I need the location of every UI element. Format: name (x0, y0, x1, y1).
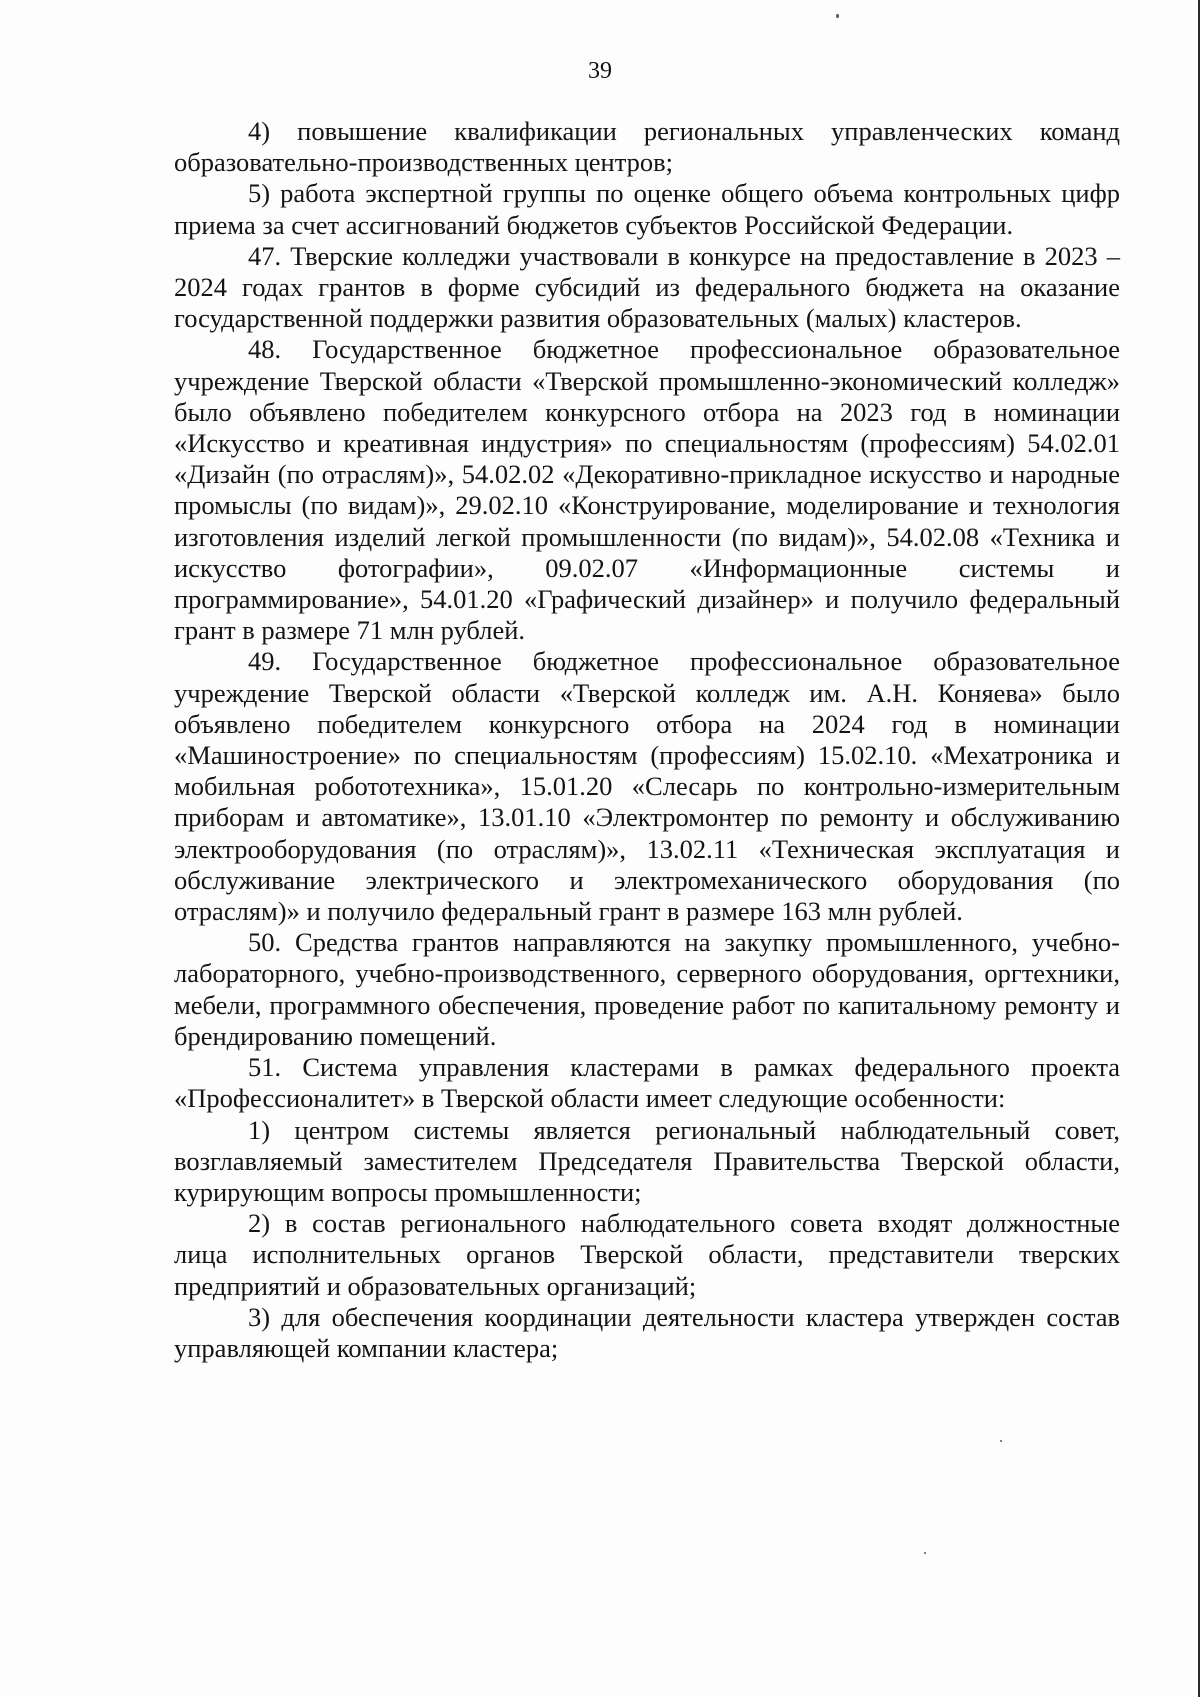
scan-speck (836, 14, 839, 18)
scan-speck (924, 1552, 926, 1554)
list-item-3: 3) для обеспечения координации деятельности кластера утвержден состав управляющей компании кластера; (174, 1301, 1120, 1363)
paragraph-49: 49. Государственное бюджетное профессиональное образовательное учреждение Тверской области «Тверской колледж им. А.Н. Коняева» было объявлено победителем конкурсного отбора на 2024 год в номинации «Машиностроение» по специальностям (профессиям) 15.02.10. «Мехатроника и мобильная робототехника», 15.01.20 «Слесарь по контрольно-измерительным приборам и автоматике», 13.01.10 «Электромонтер по ремонту и обслуживанию электрооборудования (по отраслям)», 13.02.11 «Техническая эксплуатация и обслуживание электрического и электромеханического оборудования (по отраслям)» и получило федеральный грант в размере 163 млн рублей. (174, 646, 1120, 927)
list-item-2: 2) в состав регионального наблюдательного совета входят должностные лица исполнительных органов Тверской области, представители тверских предприятий и образовательных организаций; (174, 1208, 1120, 1301)
paragraph-48: 48. Государственное бюджетное профессиональное образовательное учреждение Тверской области «Тверской промышленно-экономический колледж» было объявлено победителем конкурсного отбора на 2023 год в номинации «Искусство и креативная индустрия» по специальностям (профессиям) 54.02.01 «Дизайн (по отраслям)», 54.02.02 «Декоративно-прикладное искусство и народные промыслы (по видам)», 29.02.10 «Конструирование, моделирование и технология изготовления изделий легкой промышленности (по видам)», 54.02.08 «Техника и искусство фотографии», 09.02.07 «Информационные системы и программирование», 54.01.20 «Графический дизайнер» и получило федеральный грант в размере 71 млн рублей. (174, 334, 1120, 646)
paragraph-47: 47. Тверские колледжи участвовали в конкурсе на предоставление в 2023 – 2024 годах грантов в форме субсидий из федерального бюджета на оказание государственной поддержки развития образовательных (малых) кластеров. (174, 240, 1120, 334)
paragraph-50: 50. Средства грантов направляются на закупку промышленного, учебно-лабораторного, учебно-производственного, серверного оборудования, оргтехники, мебели, программного обеспечения, проведение работ по капитальному ремонту и брендированию помещений. (174, 927, 1120, 1051)
paragraph-51: 51. Система управления кластерами в рамках федерального проекта «Профессионалитет» в Тверской области имеет следующие особенности: (174, 1052, 1120, 1114)
list-item-5: 5) работа экспертной группы по оценке общего объема контрольных цифр приема за счет ассигнований бюджетов субъектов Российской Федерации. (174, 178, 1120, 240)
document-body (174, 116, 1120, 1364)
page-number: 39 (588, 58, 612, 84)
list-item-4: 4) повышение квалификации региональных управленческих команд образовательно-производственных центров; (174, 116, 1120, 178)
list-item-1: 1) центром системы является региональный наблюдательный совет, возглавляемый заместителем Председателя Правительства Тверской области, курирующим вопросы промышленности; (174, 1114, 1120, 1207)
scan-speck (1000, 1440, 1002, 1442)
